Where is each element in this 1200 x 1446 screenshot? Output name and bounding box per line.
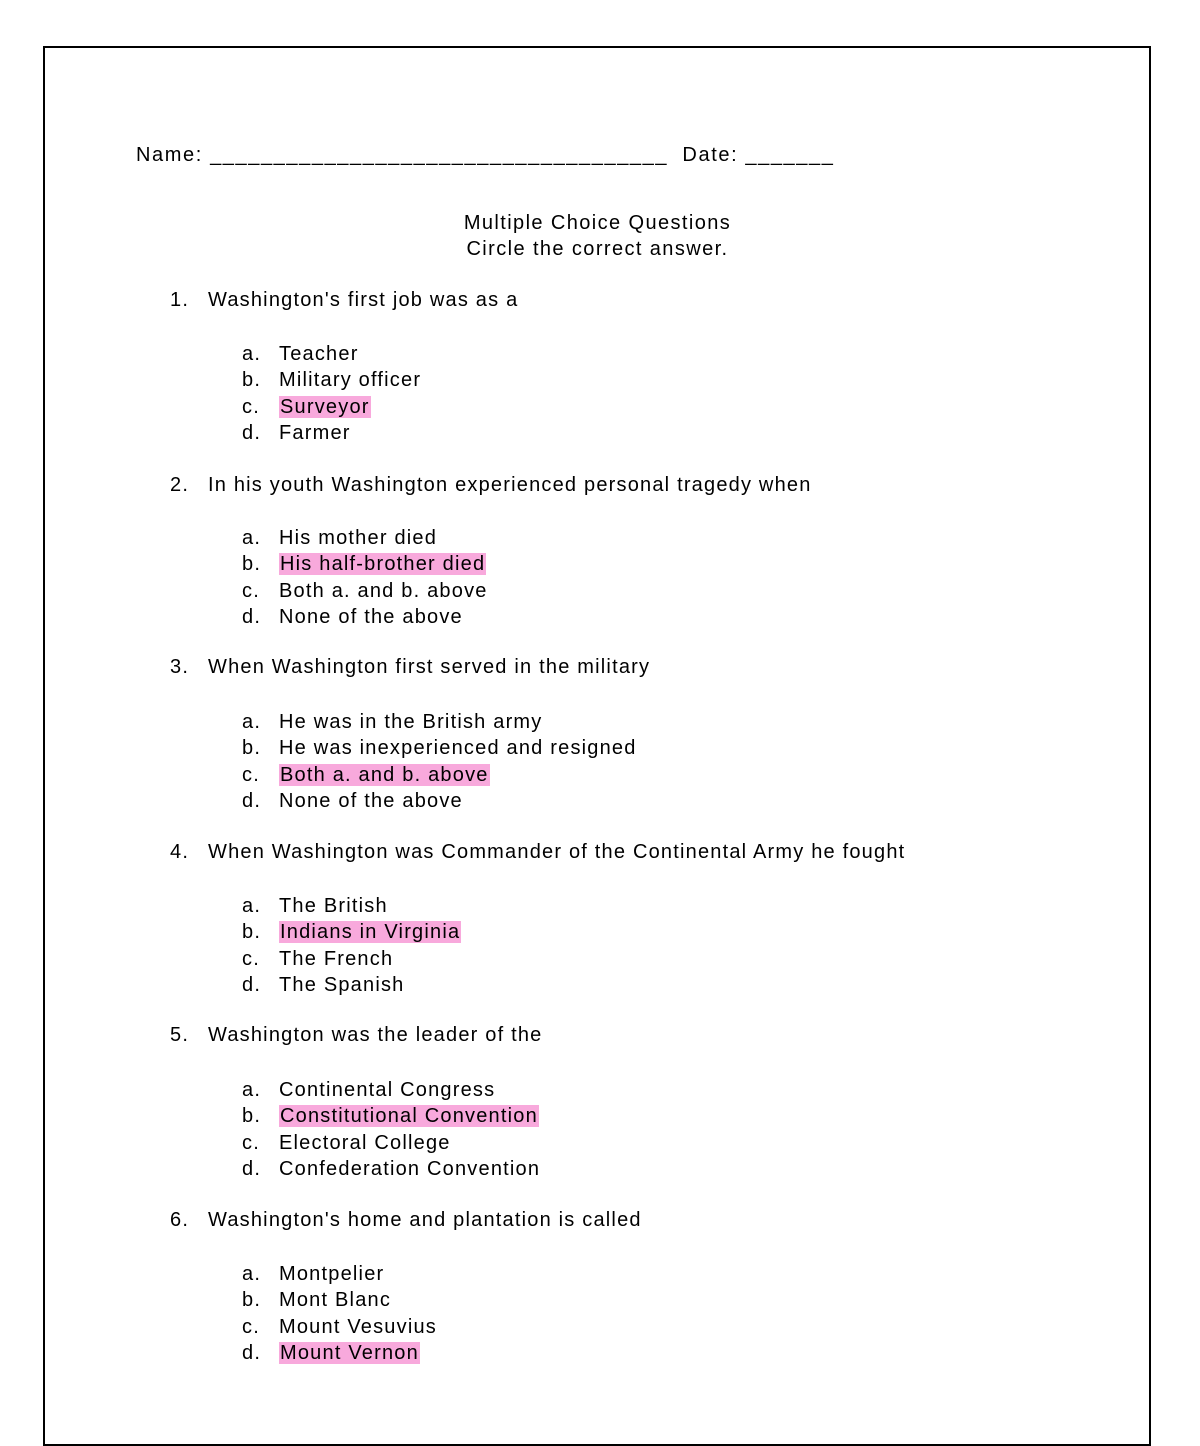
option-a[interactable]: a. Continental Congress — [242, 1079, 496, 1101]
title-main: Multiple Choice Questions — [463, 212, 732, 234]
highlighted-answer: His half-brother died — [280, 553, 486, 576]
question-number: 2. — [170, 474, 190, 496]
question-1 — [170, 289, 518, 312]
option-b[interactable]: b. His half-brother died — [242, 553, 486, 576]
option-d[interactable]: d. None of the above — [242, 790, 463, 813]
option-c[interactable]: c. Both a. and b. above — [242, 579, 488, 602]
question-text: When Washington was Commander of the Continental Army he fought — [208, 841, 906, 863]
option-d[interactable]: d. Confederation Convention — [242, 1158, 541, 1181]
question-number: 6. — [170, 1209, 190, 1231]
highlighted-answer: Surveyor — [280, 395, 370, 418]
option-c[interactable]: c. Mount Vesuvius — [242, 1315, 437, 1338]
question-5-options — [242, 1077, 540, 1183]
option-d[interactable]: d. None of the above — [242, 606, 463, 629]
option-a[interactable]: a. The British — [242, 895, 388, 917]
option-b[interactable]: b. Mont Blanc — [242, 1289, 392, 1312]
option-b[interactable]: b. Constitutional Convention — [242, 1105, 538, 1128]
option-a[interactable]: a. Montpelier — [242, 1263, 385, 1285]
highlighted-answer: Mount Vernon — [280, 1342, 419, 1365]
title-instructions: Circle the correct answer. — [466, 238, 729, 260]
question-text: Washington was the leader of the — [208, 1024, 543, 1046]
option-b[interactable]: b. He was inexperienced and resigned — [242, 737, 637, 760]
name-field-label: Name: ____________________________________ — [136, 144, 669, 166]
question-text: When Washington first served in the military — [208, 656, 651, 678]
question-5 — [170, 1024, 543, 1047]
option-d[interactable]: d. Farmer — [242, 422, 351, 445]
question-6-options — [242, 1261, 437, 1367]
highlighted-answer: Indians in Virginia — [280, 921, 461, 944]
question-4-options — [242, 893, 461, 999]
question-4 — [170, 841, 905, 864]
question-6 — [170, 1209, 642, 1232]
header-line — [136, 144, 834, 167]
question-2 — [170, 474, 812, 497]
option-d[interactable]: d. Mount Vernon — [242, 1342, 419, 1365]
option-b[interactable]: b. Indians in Virginia — [242, 921, 461, 944]
question-text: Washington's first job was as a — [208, 289, 519, 311]
option-c[interactable]: c. The French — [242, 947, 394, 970]
option-c[interactable]: c. Both a. and b. above — [242, 763, 489, 786]
question-text: Washington's home and plantation is called — [208, 1209, 642, 1231]
question-1-options — [242, 341, 421, 447]
option-a[interactable]: a. Teacher — [242, 343, 359, 365]
question-number: 1. — [170, 289, 190, 311]
question-number: 3. — [170, 656, 190, 678]
option-a[interactable]: a. He was in the British army — [242, 711, 543, 733]
question-3-options — [242, 709, 637, 815]
option-a[interactable]: a. His mother died — [242, 527, 438, 549]
option-d[interactable]: d. The Spanish — [242, 974, 405, 997]
date-field-label: Date: _______ — [682, 144, 835, 166]
question-2-options — [242, 525, 488, 631]
highlighted-answer: Both a. and b. above — [280, 763, 489, 786]
question-text: In his youth Washington experienced personal tragedy when — [208, 474, 812, 496]
option-b[interactable]: b. Military officer — [242, 369, 422, 392]
question-3 — [170, 656, 650, 679]
option-c[interactable]: c. Electoral College — [242, 1131, 451, 1154]
question-number: 5. — [170, 1024, 190, 1046]
option-c[interactable]: c. Surveyor — [242, 395, 370, 418]
worksheet-title — [0, 210, 1195, 262]
question-number: 4. — [170, 841, 190, 863]
highlighted-answer: Constitutional Convention — [280, 1105, 538, 1128]
